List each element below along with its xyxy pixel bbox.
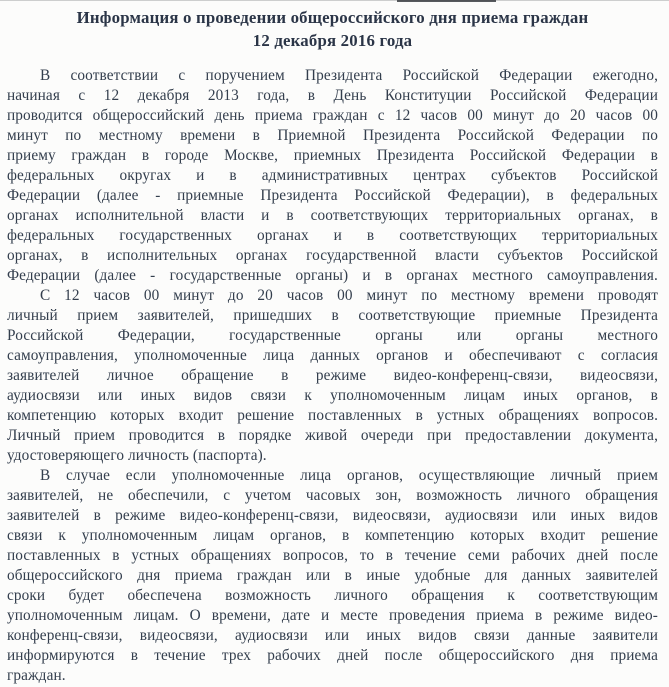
text-line: удостоверяющего личность (паспорта). — [7, 447, 267, 464]
text-line: органах исполнительной власти и в соответствующих территориальных органах, в — [7, 207, 658, 224]
paragraph — [7, 466, 658, 686]
text-line: В случае если уполномоченные лица органов, осуществляющие личный прием — [40, 467, 658, 484]
text-line: личный прием заявителей, пришедших в соответствующие приемные Президента — [7, 307, 658, 324]
paragraphs — [7, 66, 658, 686]
text-line: поставленных в устных обращениях вопросов, то в течение семи рабочих дней после — [7, 547, 658, 564]
text-line: заявителей личное обращение в режиме видео-конференц-связи, видеосвязи, — [7, 367, 658, 384]
text-line: В соответствии с поручением Президента Российской Федерации ежегодно, — [40, 67, 658, 84]
text-line: связи к уполномоченным лицам органов, в компетенцию которых входит решение — [7, 527, 658, 544]
text-line: минут по местному времени в Приемной Президента Российской Федерации по — [7, 127, 658, 144]
text-line: начиная с 12 декабря 2013 года, в День Конституции Российской Федерации — [7, 87, 658, 104]
text-line: федеральных округах и в административных центрах субъектов Российской — [7, 167, 658, 184]
text-line: сроки будет обеспечена возможность личного обращения к соответствующим — [7, 587, 658, 604]
text-line: общероссийского дня приема граждан или в иные удобные для данных заявителей — [7, 567, 658, 584]
paragraph — [7, 66, 658, 286]
text-line: приему граждан в городе Москве, приемных Президента Российской Федерации в — [7, 147, 658, 164]
text-line: уполномоченным лицам. О времени, дате и месте проведения приема в режиме видео- — [7, 607, 658, 624]
title-line-2: 12 декабря 2016 года — [252, 31, 413, 50]
text-line: информируются в течение трех рабочих дней после общероссийского дня приема — [7, 647, 658, 664]
text-line: заявителей в режиме видео-конференц-связи, видеосвязи, аудиосвязи или иных видов — [7, 507, 658, 524]
text-line: заявителей, не обеспечили, с учетом часовых зон, возможность личного обращения — [7, 487, 658, 504]
text-line: федеральных государственных органах и в соответствующих территориальных — [7, 227, 658, 244]
text-line: Личный прием проводится в порядке живой очереди при предоставлении документа, — [7, 427, 658, 444]
text-line: граждан. — [7, 667, 66, 684]
text-line: Федерации (далее - государственные органы) и в органах местного самоуправления. — [7, 267, 658, 284]
text-line: Федерации (далее - приемные Президента Российской Федерации), в федеральных — [7, 187, 658, 204]
text-line: конференц-связи, видеосвязи, аудиосвязи или иных видов связи данные заявители — [7, 627, 658, 644]
paragraph — [7, 286, 658, 466]
title-line-1: Информация о проведении общероссийского дня приема граждан — [76, 8, 589, 27]
text-line: самоуправления, уполномоченные лица данных органов и обеспечивают с согласия — [7, 347, 658, 364]
text-line: компетенцию которых входит решение поставленных в устных обращениях вопросов. — [7, 407, 658, 424]
text-line: Российской Федерации, государственные органы или органы местного — [7, 327, 658, 344]
text-line: аудиосвязи или иных видов связи к уполномоченным лицам иных органов, в — [7, 387, 658, 404]
text-line: органах, в исполнительных органах государственной власти субъектов Российской — [7, 247, 658, 264]
text-line: проводится общероссийский день приема граждан с 12 часов 00 минут до 20 часов 00 — [7, 107, 658, 124]
text-line: С 12 часов 00 минут до 20 часов 00 минут по местному времени проводят — [40, 287, 658, 304]
document-title — [7, 6, 658, 52]
